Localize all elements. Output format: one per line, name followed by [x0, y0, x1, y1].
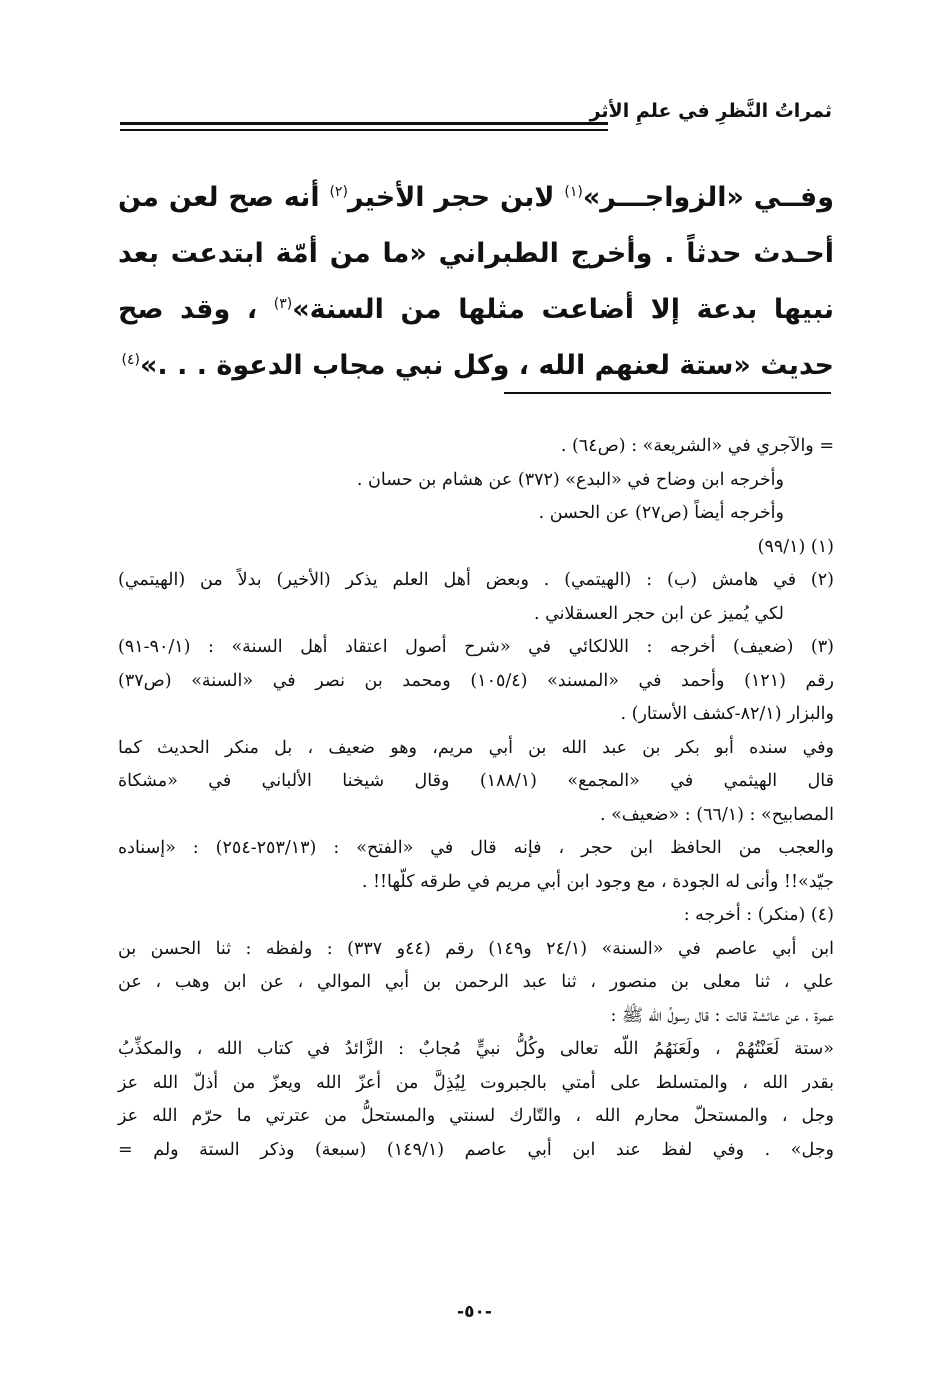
header-rule-thin — [120, 129, 608, 131]
footnote-3-line: قال الهيثمي في «المجمع» (١٨٨/١) وقال شيخنا الألباني في «مشكاة — [118, 771, 834, 791]
footnote-ref-2: (٢) — [329, 184, 348, 200]
footnote-4-line: علي ، ثنا معلى بن منصور ، ثنا عبد الرحمن بن أبي الموالي ، عن ابن وهب ، عن — [118, 972, 834, 992]
footnotes — [118, 430, 834, 1167]
footnote-3-line: المصابيح» : (٦٦/١) : «ضعيف» . — [599, 804, 834, 825]
page-number: -٥٠- — [457, 1302, 492, 1322]
footnote-4-line: وجل ، والمستحلّ محارم الله ، والتّارك لسنتي والمستحلُّ من عترتي ما حرّم الله عز — [118, 1106, 834, 1126]
footnote-2-line: لكي يُميز عن ابن حجر العسقلاني . — [533, 603, 784, 624]
footnote-1: (١) (٩٩/١) — [757, 536, 834, 557]
main-text — [118, 170, 834, 394]
footnote-continuation-line: = والآجري في «الشريعة» : (ص٦٤) . — [560, 436, 834, 456]
footnote-continuation-line: وأخرجه ابن وضاح في «البدع» (٣٧٢) عن هشام بن حسان . — [356, 469, 784, 490]
footnote-2-line: (٢) في هامش (ب) : (الهيتمي) . وبعض أهل العلم يذكر (الأخير) بدلاً من (الهيتمي) — [118, 570, 834, 590]
header-rule-thick — [120, 122, 608, 125]
footnote-3-line: رقم (١٢١) وأحمد في «المسند» (١٠٥/٤) ومحمد بن نصر في «السنة» (ص٣٧) — [118, 670, 834, 691]
running-header-title: ثمراتُ النَّظرِ في علمِ الأثرِ — [589, 100, 832, 122]
footnote-ref-4: (٤) — [121, 352, 140, 368]
footnote-4-line: «ستة لَعَنْتُهُمْ ، ولَعَنَهُمُ اللّه تعالى وكُلُّ نبيٍّ مُجابٌ : الزَّائدُ في كتاب الله ، والمكذِّبُ — [118, 1039, 834, 1059]
footnote-3-line: والبزار (٨٢/١-كشف الأستار) . — [620, 704, 834, 724]
footnote-4-head: (٤) (منكر) : أخرجه : — [683, 905, 834, 925]
main-text-segment: ، وقد صح حديث «ستة لعنهم الله ، وكل نبي مجاب الدعوة . . .» — [118, 294, 834, 381]
footnote-ref-3: (٣) — [273, 296, 293, 312]
main-text-segment: أنه صح لعن من أحـدث حدثاً . وأخرج الطبراني «ما من أمّة ابتدعت بعد نبيها بدعة إلا أضاعت مثلها من السنة» — [118, 182, 834, 325]
footnote-continuation-line: وأخرجه أيضاً (ص٢٧) عن الحسن . — [538, 503, 784, 523]
main-paragraph — [118, 170, 834, 394]
footnote-3-line: والعجب من الحافظ ابن حجر ، فإنه قال في «الفتح» : (٢٥٣/١٣-٢٥٤) : «إسناده — [118, 838, 835, 858]
main-text-segment: لابن حجر الأخير — [347, 182, 565, 213]
footnote-3-line: وفي سنده أبو بكر بن عبد الله بن أبي مريم، وهو ضعيف ، بل منكر الحديث كما — [118, 737, 834, 758]
footnote-3-line: جيّد»!! وأنى له الجودة ، مع وجود ابن أبي مريم في طرقه كلّها!! . — [361, 871, 834, 892]
footnote-4-line: ابن أبي عاصم في «السنة» (٢٤/١ و١٤٩) رقم (٤٤و ٣٣٧) : ولفظه : ثنا الحسن بن — [118, 938, 835, 959]
footnote-3-line: (٣) (ضعيف) أخرجه : اللالكائي في «شرح أصول اعتقاد أهل السنة» : (٩٠/١-٩١) — [118, 637, 834, 657]
footnote-4-line: بقدر الله ، والمتسلط على أمتي بالجبروت لِيُذِلَّ من أعزّ الله ويعزّ من أذلّ الله عز — [118, 1072, 834, 1093]
footnote-4-line: عمرة ، عن عائشة قالت : قال رسولُ الله ﷺ : — [610, 1005, 834, 1026]
footnote-separator — [504, 392, 831, 394]
running-header — [120, 100, 832, 140]
footnote-ref-1: (١) — [564, 184, 583, 200]
footnote-4-line: وجل» . وفي لفظ عند ابن أبي عاصم (١٤٩/١) (سبعة) وذكر الستة ولم = — [118, 1139, 834, 1160]
main-text-segment: وفــي «الزواجـــر» — [582, 182, 835, 213]
